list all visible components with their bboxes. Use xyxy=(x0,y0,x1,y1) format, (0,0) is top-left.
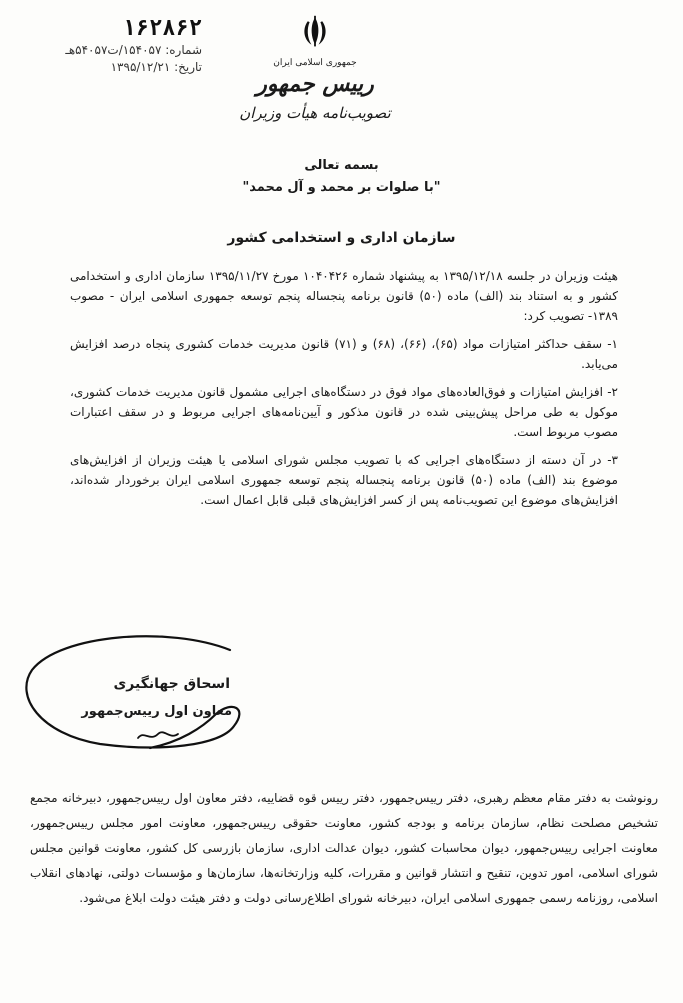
decree-body xyxy=(70,266,618,518)
document-number-block xyxy=(22,16,202,76)
signature-scribble-icon xyxy=(20,630,260,770)
bismillah: بسمه تعالی xyxy=(304,158,379,173)
recipient-organization: سازمان اداری و استخدامی کشور xyxy=(227,230,456,246)
signatory-title: معاون اول رییس‌جمهور xyxy=(81,704,232,719)
document-number: ۱۶۲۸۶۲ xyxy=(122,16,202,41)
decree-intro: هیئت وزیران در جلسه ۱۳۹۵/۱۲/۱۸ به پیشنهاد شماره ۱۰۴۰۴۲۶ مورخ ۱۳۹۵/۱۱/۲۷ سازمان اداری و استخدامی کشور و به استناد بند (الف) ماده (۵۰) قانون برنامه پنجساله پنجم توسعه جمهوری اسلامی ایران - مصوب ۱۳۸۹- تصویب کرد: xyxy=(70,269,618,323)
salawat: "با صلوات بر محمد و آل محمد" xyxy=(242,180,441,195)
decree-item-2: ۲- افزایش امتیازات و فوق‌العاده‌های مواد فوق در دستگاه‌های اجرایی مشمول قانون مدیریت خدمات کشوری، موکول به طی مراحل پیش‌بینی شده در قانون مذکور و آیین‌نامه‌های اجرایی مربوط و در سقف اعتبارات مصوب مربوط است. xyxy=(70,385,618,439)
decree-item-3: ۳- در آن دسته از دستگاه‌های اجرایی که با تصویب مجلس شورای اسلامی یا هیئت وزیران از افزایش‌های موضوع بند (الف) ماده (۵۰) قانون برنامه پنجساله پنجم توسعه جمهوری اسلامی ایران برخوردار شده‌اند، افزایش‌های موضوع این تصویب‌نامه پس از کسر افزایش‌های قبلی قابل اعمال است. xyxy=(70,453,618,507)
decree-item-1: ۱- سقف حداکثر امتیازات مواد (۶۵)، (۶۶)، (۶۸) و (۷۱) قانون مدیریت خدمات کشوری پنجاه درصد افزایش می‌یابد. xyxy=(70,337,618,371)
cabinet-approval-title: تصویب‌نامه هیأت وزیران xyxy=(239,104,391,122)
signatory-name: اسحاق جهانگیری xyxy=(113,676,230,692)
signature-block xyxy=(20,630,260,770)
republic-label: جمهوری اسلامی ایران xyxy=(273,58,357,68)
letterhead xyxy=(239,14,391,122)
carbon-copy-list: رونوشت به دفتر مقام معظم رهبری، دفتر رییس‌جمهور، دفتر رییس قوه قضاییه، دفتر معاون اول رییس‌جمهور، دبیرخانه مجمع تشخیص مصلحت نظام، سازمان برنامه و بودجه کشور، معاونت حقوقی رییس‌جمهور، معاونت امور مجلس رییس‌جمهور، معاونت اجرایی رییس‌جمهور، دیوان محاسبات کشور، دیوان عدالت اداری، سازمان بازرسی کل کشور، معاونت قوانین مجلس شورای اسلامی، امور تدوین، تنقیح و انتشار قوانین و مقررات، کلیه وزارتخانه‌ها، سازمان‌ها و مؤسسات دولتی، نهادهای انقلاب اسلامی، روزنامه رسمی جمهوری اسلامی ایران، دبیرخانه شورای اطلاع‌رسانی دولت و دفتر هیئت دولت ابلاغ می‌شود. xyxy=(30,791,658,905)
reference-number: شماره: ۱۵۴۰۵۷/ت۵۴۰۵۷هـ xyxy=(65,43,202,57)
reference-date: تاریخ: ۱۳۹۵/۱۲/۲۱ xyxy=(110,60,202,74)
iran-emblem-icon xyxy=(297,14,333,50)
president-title: رییس جمهور xyxy=(256,71,374,97)
